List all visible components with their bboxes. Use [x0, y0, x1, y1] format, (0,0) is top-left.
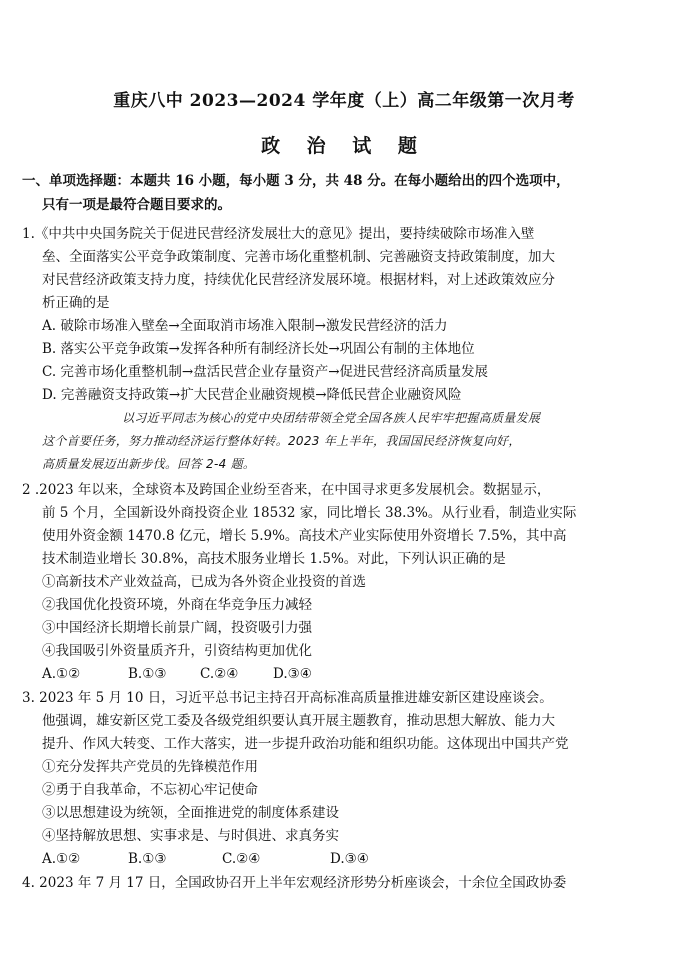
q1-option-d: D. 完善融资支持政策→扩大民营企业融资规模→降低民营企业融资风险 [42, 387, 462, 403]
q3-statement-4: ④坚持解放思想、实事求是、与时俱进、求真务实 [42, 828, 339, 844]
q2-statement-4: ④我国吸引外资量质齐升，引资结构更加优化 [42, 643, 312, 659]
q2-choice-a: A.①② [42, 666, 81, 682]
q3-text-line-3: 提升、作风大转变、工作大落实，进一步提升政治功能和组织功能。这体现出中国共产党 [42, 736, 569, 752]
q2-text-line-2: 前 5 个月，全国新设外商投资企业 18532 家，同比增长 38.3%。从行业看，制造业实际 [42, 505, 577, 521]
exam-title: 重庆八中 2023—2024 学年度（上）高二年级第一次月考 [113, 91, 575, 111]
q3-text-line-2: 他强调，雄安新区党工委及各级党组织要认真开展主题教育，推动思想大解放、能力大 [42, 713, 555, 729]
q1-option-a: A. 破除市场准入壁垒→全面取消市场准入限制→激发民营经济的活力 [42, 318, 448, 334]
q3-statement-1: ①充分发挥共产党员的先锋模范作用 [42, 759, 258, 775]
q2-text-line-1: 2 .2023 年以来，全球资本及跨国企业纷至沓来，在中国寻求更多发展机会。数据显示， [22, 482, 551, 498]
q3-statement-2: ②勇于自我革命，不忘初心牢记使命 [42, 782, 258, 798]
q3-choice-a: A.①② [42, 851, 81, 867]
q1-option-c: C. 完善市场化重整机制→盘活民营企业存量资产→促进民营经济高质量发展 [42, 364, 489, 380]
lead-in-line-1: 以习近平同志为核心的党中央团结带领全党全国各族人民牢牢把握高质量发展 [122, 411, 541, 425]
q1-text-line-3: 对民营经济政策支持力度，持续优化民营经济发展环境。根据材料，对上述政策效应分 [42, 272, 555, 288]
section-instruction-line-1: 一、单项选择题：本题共 16 小题，每小题 3 分，共 48 分。在每小题给出的四个选项中， [22, 173, 570, 189]
q1-text-line-4: 析正确的是 [42, 295, 110, 311]
lead-in-line-3: 高质量发展迈出新步伐。回答 2-4 题。 [42, 457, 256, 471]
q3-choice-d: D.③④ [330, 851, 369, 867]
q1-text-line-1: 1.《中共中央国务院关于促进民营经济发展壮大的意见》提出，要持续破除市场准入壁 [22, 226, 535, 242]
q3-choice-b: B.①③ [128, 851, 167, 867]
section-instruction-line-2: 只有一项是最符合题目要求的。 [42, 197, 231, 213]
lead-in-line-2: 这个首要任务，努力推动经济运行整体好转。2023 年上半年，我国国民经济恢复向好， [42, 434, 521, 448]
q1-option-b: B. 落实公平竞争政策→发挥各种所有制经济长处→巩固公有制的主体地位 [42, 341, 475, 357]
q2-text-line-4: 技术制造业增长 30.8%，高技术服务业增长 1.5%。对此，下列认识正确的是 [42, 551, 506, 567]
q2-statement-3: ③中国经济长期增长前景广阔，投资吸引力强 [42, 620, 312, 636]
q2-statement-2: ②我国优化投资环境，外商在华竞争压力减轻 [42, 597, 312, 613]
q3-choice-c: C.②④ [222, 851, 261, 867]
q2-statement-1: ①高新技术产业效益高，已成为各外资企业投资的首选 [42, 574, 366, 590]
exam-subtitle: 政 治 试 题 [261, 135, 427, 157]
q1-text-line-2: 垒、全面落实公平竞争政策制度、完善市场化重整机制、完善融资支持政策制度，加大 [42, 249, 555, 265]
q2-text-line-3: 使用外资金额 1470.8 亿元，增长 5.9%。高技术产业实际使用外资增长 7.5%，其中高 [42, 528, 567, 544]
q2-choice-d: D.③④ [273, 666, 312, 682]
q3-statement-3: ③以思想建设为统领，全面推进党的制度体系建设 [42, 805, 339, 821]
q2-choice-b: B.①③ [128, 666, 167, 682]
q2-choice-c: C.②④ [200, 666, 239, 682]
q4-text-line-1: 4. 2023 年 7 月 17 日，全国政协召开上半年宏观经济形势分析座谈会，十余位全国政协委 [22, 875, 567, 891]
q3-text-line-1: 3. 2023 年 5 月 10 日，习近平总书记主持召开高标准高质量推进雄安新区建设座谈会。 [22, 690, 553, 706]
